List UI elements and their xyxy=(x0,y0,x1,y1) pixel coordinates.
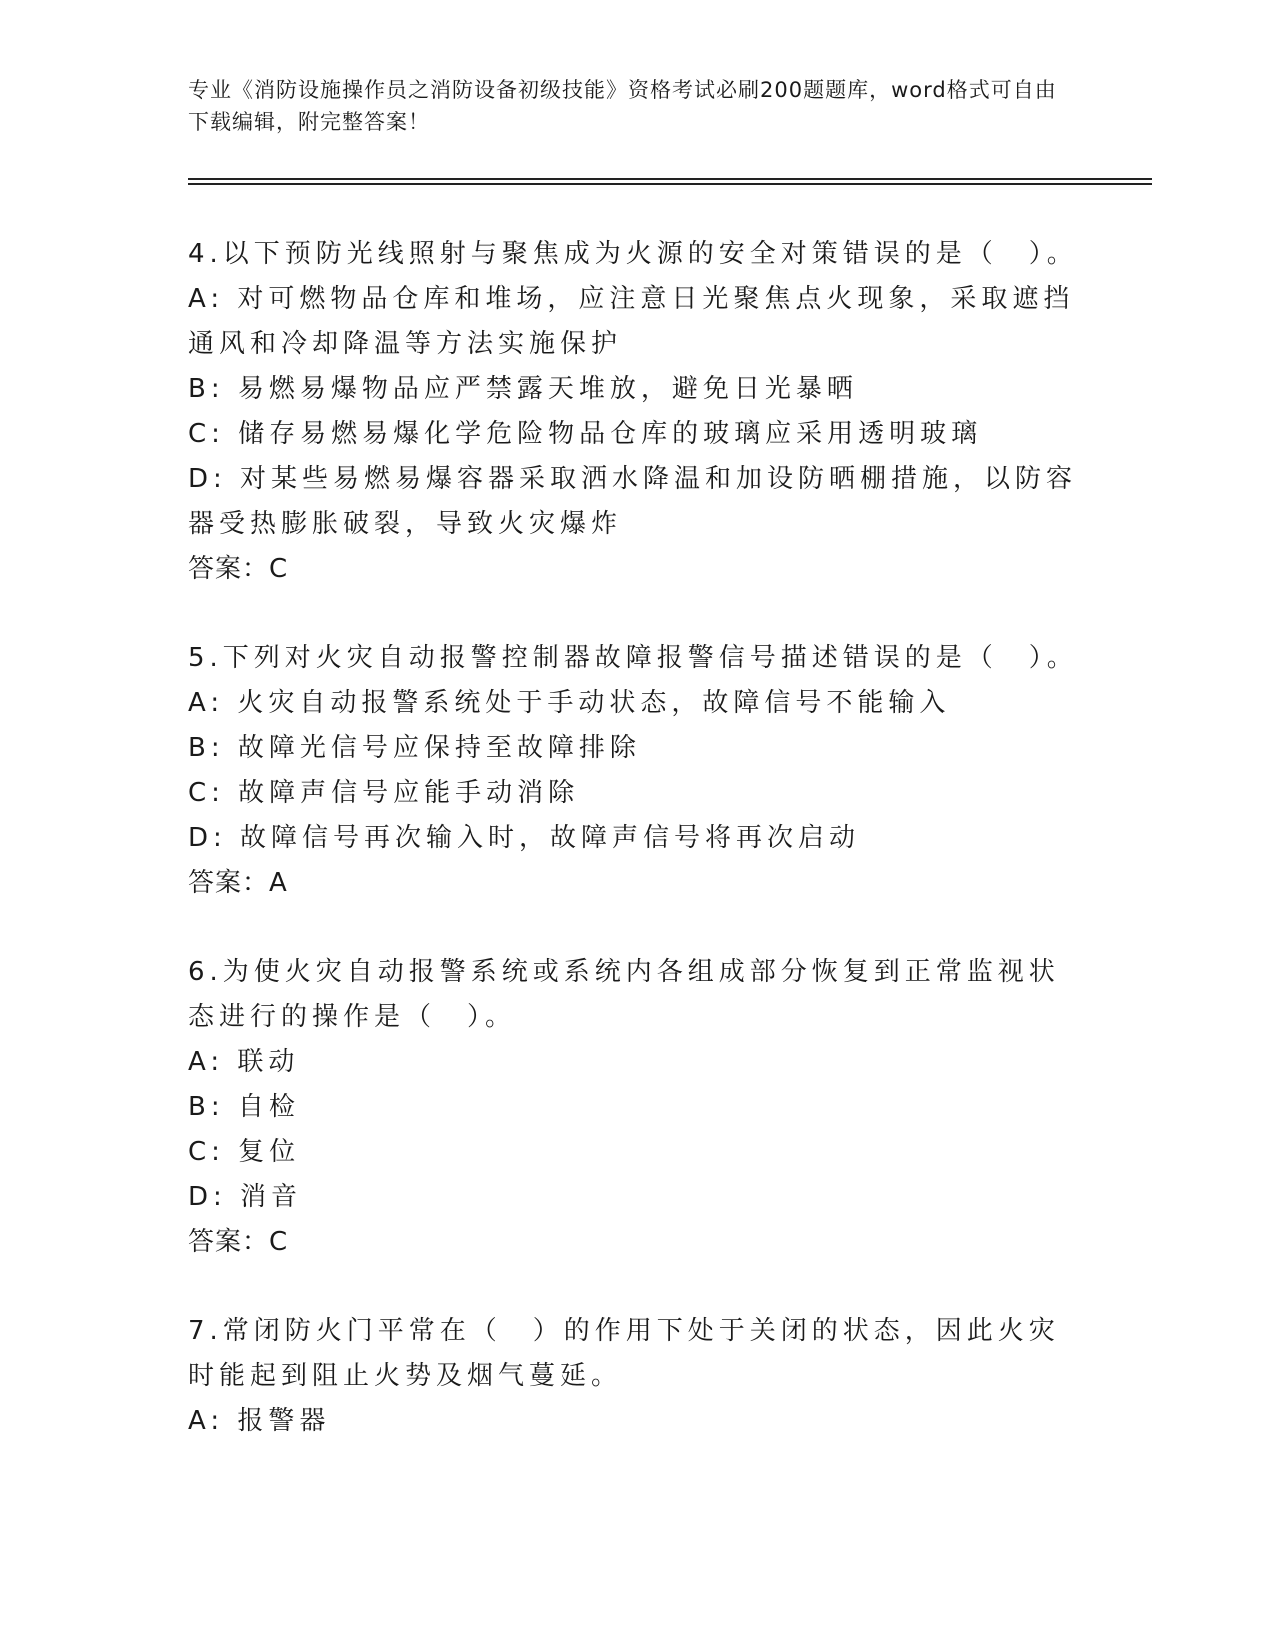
question-5 xyxy=(188,636,1088,906)
answer: 答案：A xyxy=(188,868,288,898)
option-a: A: 火灾自动报警系统处于手动状态，故障信号不能输入 xyxy=(188,688,951,718)
question-stem: 4.以下预防光线照射与聚焦成为火源的安全对策错误的是（ ）。 xyxy=(188,239,1078,269)
answer: 答案：C xyxy=(188,1227,289,1257)
option-c: C: 故障声信号应能手动消除 xyxy=(188,778,580,808)
option-a: A: 报警器 xyxy=(188,1406,331,1436)
answer: 答案：C xyxy=(188,554,289,584)
header-divider-top xyxy=(188,178,1152,180)
question-6 xyxy=(188,950,1088,1265)
question-stem: 6.为使火灾自动报警系统或系统内各组成部分恢复到正常监视状态进行的操作是（ ）。 xyxy=(188,957,1060,1032)
option-c: C: 复位 xyxy=(188,1137,301,1167)
header-divider-bottom xyxy=(188,183,1152,185)
option-b: B: 易燃易爆物品应严禁露天堆放，避免日光暴晒 xyxy=(188,374,858,404)
question-4 xyxy=(188,232,1088,592)
option-a: A: 对可燃物品仓库和堆场，应注意日光聚焦点火现象，采取遮挡通风和冷却降温等方法实施保护 xyxy=(188,284,1075,359)
option-c: C: 储存易燃易爆化学危险物品仓库的玻璃应采用透明玻璃 xyxy=(188,419,983,449)
header-title: 专业《消防设施操作员之消防设备初级技能》资格考试必刷200题题库，word格式可自由下载编辑，附完整答案！ xyxy=(188,78,1057,134)
option-b: B: 自检 xyxy=(188,1092,300,1122)
question-7 xyxy=(188,1309,1088,1444)
option-b: B: 故障光信号应保持至故障排除 xyxy=(188,733,641,763)
option-a: A: 联动 xyxy=(188,1047,300,1077)
question-list xyxy=(188,232,1088,1488)
document-header xyxy=(188,74,1068,138)
option-d: D: 对某些易燃易爆容器采取洒水降温和加设防晒棚措施，以防容器受热膨胀破裂，导致火灾爆炸 xyxy=(188,464,1078,539)
option-d: D: 故障信号再次输入时，故障声信号将再次启动 xyxy=(188,823,861,853)
option-d: D: 消音 xyxy=(188,1182,303,1212)
question-stem: 7.常闭防火门平常在（ ）的作用下处于关闭的状态，因此火灾时能起到阻止火势及烟气蔓延。 xyxy=(188,1316,1060,1391)
question-stem: 5.下列对火灾自动报警控制器故障报警信号描述错误的是（ ）。 xyxy=(188,643,1078,673)
